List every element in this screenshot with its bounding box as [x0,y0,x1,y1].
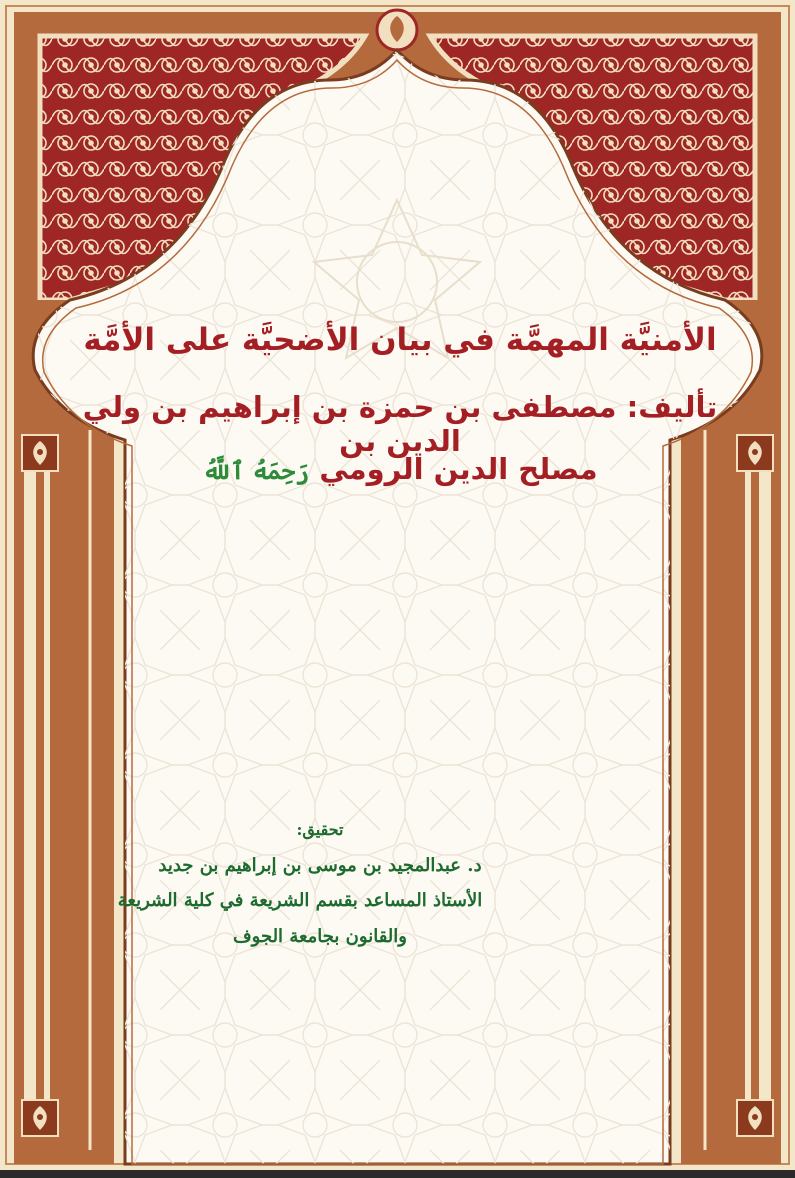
book-title: الأمنيَّة المهمَّة في بيان الأضحيَّة على الأمَّة [83,322,717,358]
author-name-end: مصلح الدين الرومي [319,452,598,486]
editor-university: والقانون بجامعة الجوف [233,926,407,947]
editor-position: الأستاذ المساعد بقسم الشريعة في كلية الشريعة [117,890,483,911]
bottom-bar [0,1170,795,1178]
top-medallion [377,10,417,50]
editor-name: د. عبدالمجيد بن موسى بن إبراهيم بن جديد [158,855,482,876]
editor-label: تحقيق: [296,820,344,839]
author-line-1: تأليف: مصطفى بن حمزة بن إبراهيم بن ولي الدين بن [82,390,718,458]
honorific: رَحِمَهُ ٱللَّهُ [202,456,310,485]
author-line-2 [200,452,600,486]
